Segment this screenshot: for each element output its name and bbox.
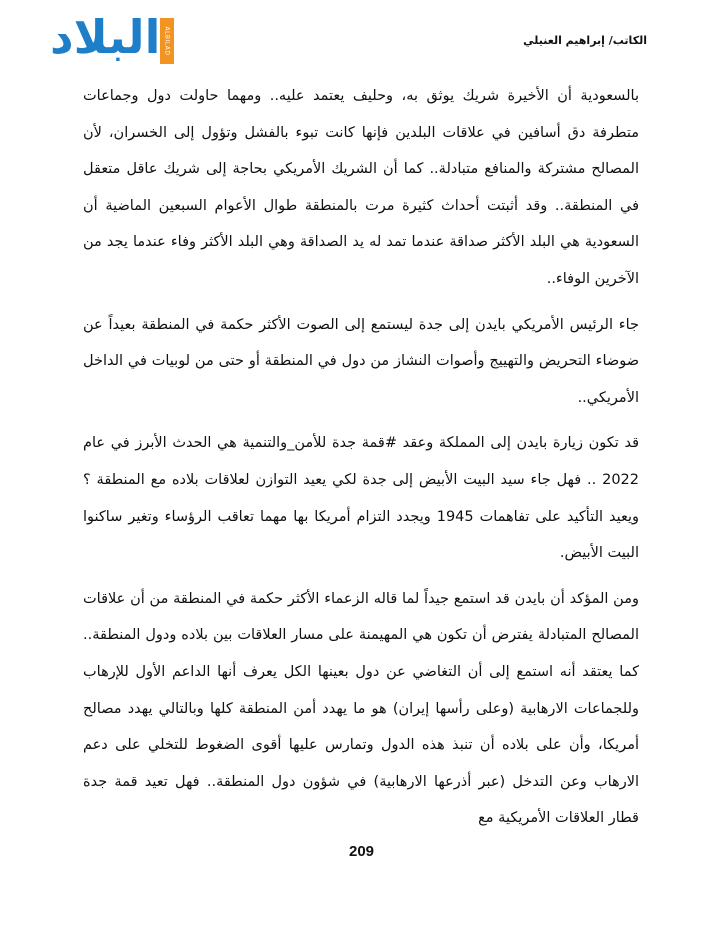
page-number: 209 xyxy=(348,843,375,860)
logo-tag-label: ALBILAD xyxy=(163,26,171,56)
albilad-logo xyxy=(50,10,176,66)
paragraph: قد تكون زيارة بايدن إلى المملكة وعقد #قمة جدة للأمن_والتنمية هي الحدث الأبرز في عام 2022 .. فهل جاء سيد البيت الأبيض إلى جدة لكي يعيد التوازن لعلاقات بلاده مع المنطقة ؟ ويعيد التأكيد على تفاهمات 1945 ويجدد التزام أمريكا بها مهما تعاقب الرؤساء وتغير ساكنوا البيت الأبيض. xyxy=(83,435,639,562)
author-name: الكاتب/ إبراهيم العنيلي xyxy=(523,34,647,47)
page-header xyxy=(0,0,723,80)
logo-tag xyxy=(160,18,174,64)
paragraph: جاء الرئيس الأمريكي بايدن إلى جدة ليستمع إلى الصوت الأكثر حكمة في المنطقة بعيداً عن ضوضاء التحريض والتهييج وأصوات النشاز من دول في المنطقة أو حتى من لوبيات في الداخل الأمريكي.. xyxy=(83,316,639,406)
paragraph: بالسعودية أن الأخيرة شريك يوثق به، وحليف يعتمد عليه.. ومهما حاولت دول وجماعات متطرفة دق أسافين في علاقات البلدين فإنها كانت تبوء بالفشل وتؤول إلى الخسران، لأن المصالح مشتركة والمنافع متبادلة.. كما أن الشريك الأمريكي بحاجة إلى شريك عاقل متعقل في المنطقة.. وقد أثبتت أحداث كثيرة مرت بالمنطقة طوال الأعوام السبعين الماضية أن السعودية هي البلد الأكثر صداقة عندما تمد له يد الصداقة وهي البلد الأكثر وفاء عندما يجد من الآخرين الوفاء.. xyxy=(83,88,639,287)
paragraph: ومن المؤكد أن بايدن قد استمع جيداً لما قاله الزعماء الأكثر حكمة في المنطقة من أن علاقات المصالح المتبادلة يفترض أن تكون هي المهيمنة على مسار العلاقات بين بلاده ودول المنطقة.. كما يعتقد أنه استمع إلى أن التغاضي عن دول بعينها الكل يعرف أنها الداعم الأول للإرهاب وللجماعات الارهابية (وعلى رأسها إيران) هو ما يهدد أمن المنطقة كلها وبالتالي يهدد مصالح أمريكا، وأن على بلاده أن تنبذ هذه الدول وتمارس عليها أقوى الضغوط للتخلي على دعم الارهاب وعن التدخل (عبر أذرعها الارهابية) في شؤون دول المنطقة.. فهل تعيد قمة جدة قطار العلاقات الأمريكية مع xyxy=(83,590,639,827)
article-body xyxy=(83,78,639,846)
logo-wordmark: البلاد xyxy=(50,10,161,64)
